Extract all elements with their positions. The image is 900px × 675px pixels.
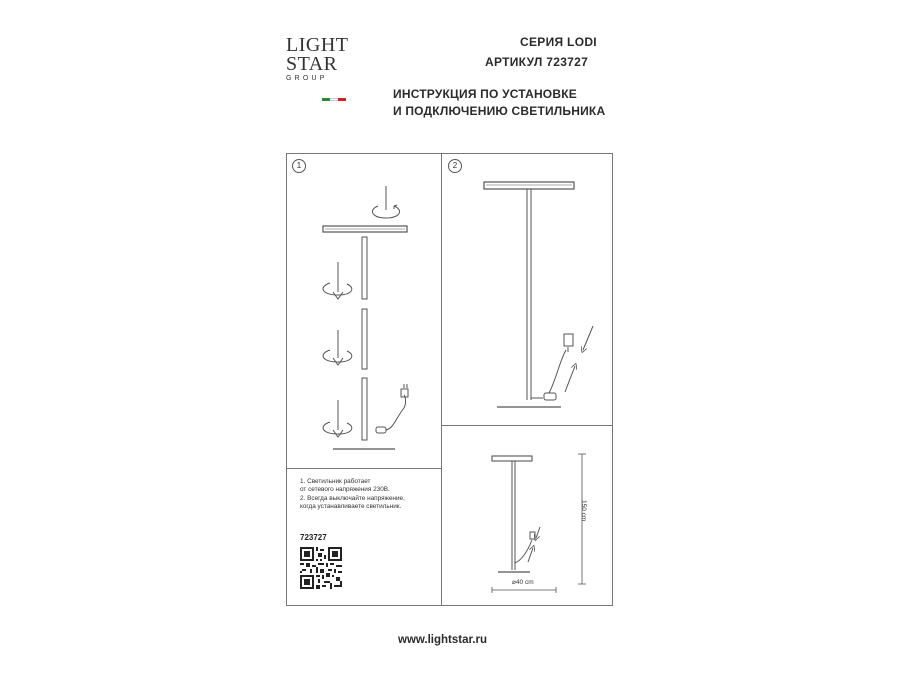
lamp-head <box>484 182 574 189</box>
safety-notes <box>300 478 405 512</box>
instruction-title-line1: ИНСТРУКЦИЯ ПО УСТАНОВКЕ <box>393 87 577 101</box>
tube-segment-3 <box>362 378 367 440</box>
arrow-icon <box>565 366 575 392</box>
logo-line-star: STAR <box>286 53 338 75</box>
note-line: 1. Светильник работает <box>300 478 371 485</box>
tube-segment-1 <box>362 237 367 299</box>
qr-code-icon <box>300 547 342 589</box>
power-cable <box>386 395 406 430</box>
note-line: от сетевого напряжения 230В. <box>300 486 390 494</box>
width-dimension-label: ⌀40 cm <box>512 579 534 586</box>
screw-rotate-icon <box>323 330 352 365</box>
height-dimension-label: 150 cm <box>580 500 587 522</box>
step-2-badge: 2 <box>448 159 462 173</box>
power-cable <box>549 350 566 393</box>
article-code: 723727 <box>300 533 327 542</box>
screw-rotate-icon <box>323 400 352 437</box>
tube-segment-2 <box>362 309 367 369</box>
note-line: когда устанавливаете светильник. <box>300 503 402 511</box>
step-1-badge: 1 <box>292 159 306 173</box>
screw-rotate-icon <box>372 186 399 218</box>
website-link[interactable]: www.lightstar.ru <box>398 634 488 646</box>
plug-icon <box>564 334 573 346</box>
instruction-title-line2: И ПОДКЛЮЧЕНИЮ СВЕТИЛЬНИКА <box>393 104 606 118</box>
note-line: 2. Всегда выключайте напряжение, <box>300 494 405 502</box>
series-label: СЕРИЯ LODI <box>520 35 597 49</box>
logo-line-light: LIGHT <box>286 34 349 56</box>
article-label: АРТИКУЛ 723727 <box>485 55 589 69</box>
screw-rotate-icon <box>323 262 352 299</box>
arrow-icon <box>583 326 593 350</box>
logo-line-group: GROUP <box>286 75 328 82</box>
